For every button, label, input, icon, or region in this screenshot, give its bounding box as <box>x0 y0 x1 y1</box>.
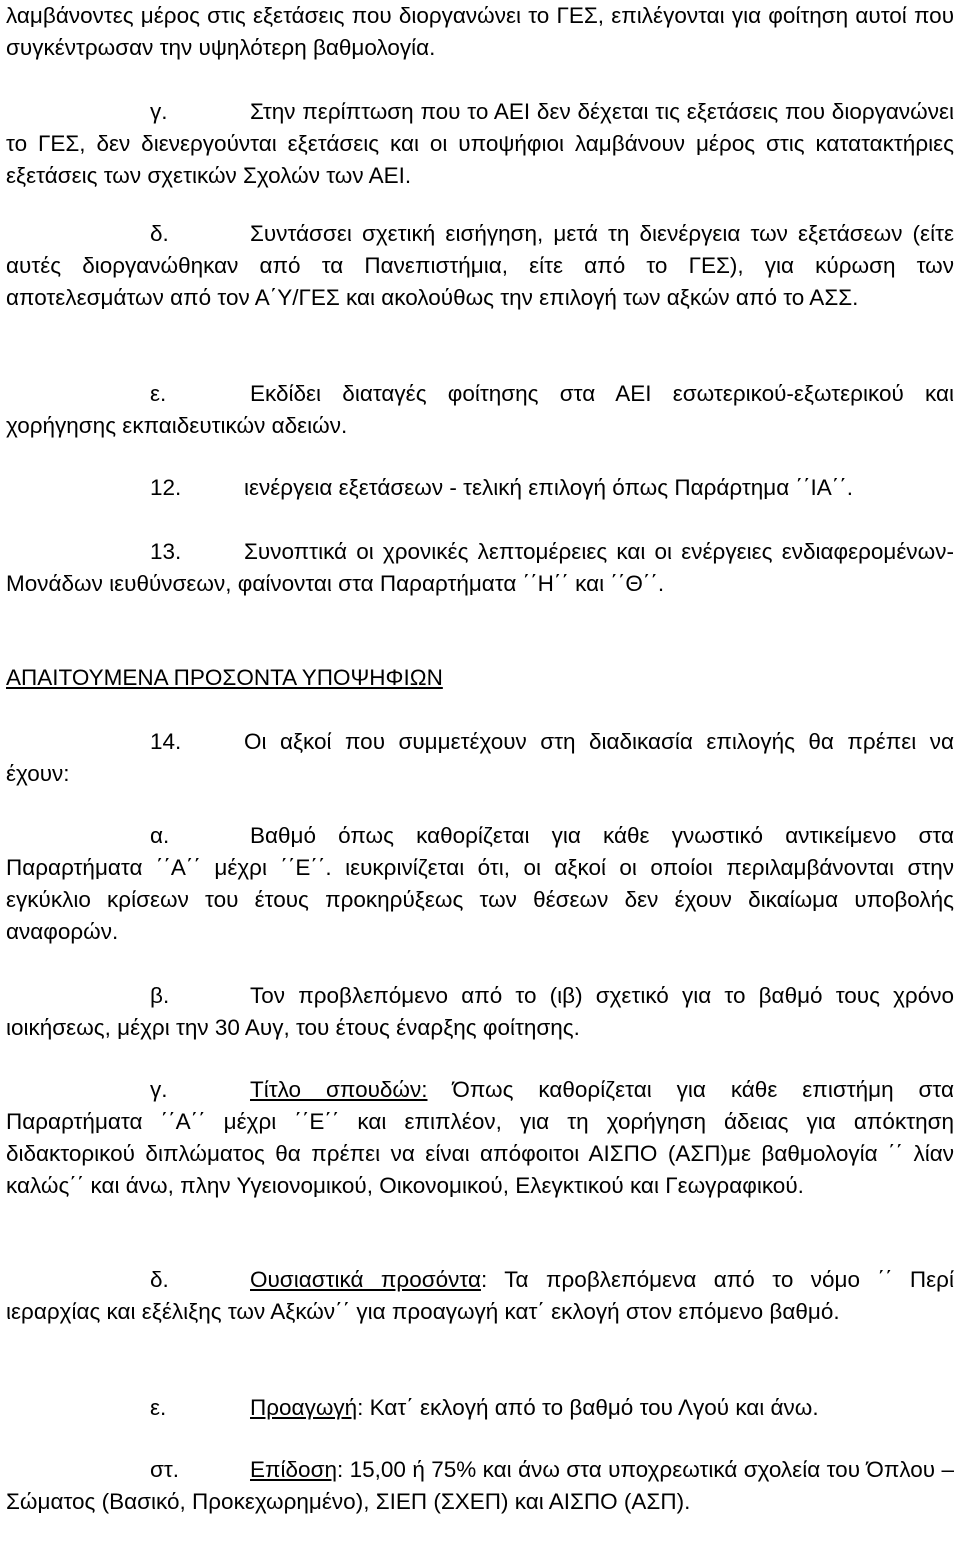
item-gamma-label: γ. <box>150 99 168 124</box>
item-b-text: Τον προβλεπόμενο από το (ιβ) σχετικό για το βαθμό τους χρόνο ιοικήσεως, μέχρι την 30 Αυγ, του έτους έναρξης φοίτησης. <box>6 983 954 1040</box>
item-e-text: : Κατ΄ εκλογή από το βαθμό του Λγού και άνω. <box>357 1395 819 1420</box>
item-a-paragraph <box>6 820 954 948</box>
section-14-paragraph <box>6 726 954 790</box>
item-delta-text: Συντάσσει σχετική εισήγηση, μετά τη διενέργεια των εξετάσεων (είτε αυτές διοργανώθηκαν από τα Πανεπιστήμια, είτε από το ΓΕΣ), για κύρωση των αποτελεσμάτων από τον Α΄Υ/ΓΕΣ και ακολούθως την επιλογή των αξκών από το ΑΣΣ. <box>6 221 954 310</box>
item-d-label: δ. <box>150 1267 169 1292</box>
intro-text: λαμβάνοντες μέρος στις εξετάσεις που διοργανώνει το ΓΕΣ, επιλέγονται για φοίτηση αυτοί που συγκέντρωσαν την υψηλότερη βαθμολογία. <box>6 3 954 60</box>
item-st-text: : 15,00 ή 75% και άνω στα υποχρεωτικά σχολεία του Όπλου – Σώματος (Βασικό, Προκεχωρημένο), ΣΙΕΠ (ΣΧΕΠ) και ΑΙΣΠΟ (ΑΣΠ). <box>6 1457 954 1514</box>
item-st-paragraph <box>6 1454 954 1518</box>
item-epsilon-label: ε. <box>150 381 167 406</box>
item-gamma-text: Στην περίπτωση που το ΑΕΙ δεν δέχεται τις εξετάσεις που διοργανώνει το ΓΕΣ, δεν διενεργούνται εξετάσεις και οι υποψήφιοι λαμβάνουν μέρος στις κατατακτήριες εξετάσεις των σχετικών Σχολών των ΑΕΙ. <box>6 99 954 188</box>
item-st-title: Επίδοση <box>250 1457 337 1482</box>
section-13-text: Συνοπτικά οι χρονικές λεπτομέρειες και οι ενέργειες ενδιαφερομένων- Μονάδων ιευθύνσεων, φαίνονται στα Παραρτήματα ΄΄Η΄΄ και ΄΄Θ΄΄. <box>6 539 954 596</box>
item-delta-paragraph <box>6 218 954 314</box>
item-d-paragraph <box>6 1264 954 1328</box>
section-14-text: Οι αξκοί που συμμετέχουν στη διαδικασία επιλογής θα πρέπει να έχουν: <box>6 729 954 786</box>
item-e-label: ε. <box>150 1395 167 1420</box>
item-a-label: α. <box>150 823 170 848</box>
item-epsilon-paragraph <box>6 378 954 442</box>
section-12-number: 12. <box>150 475 182 500</box>
item-d-text: : Τα προβλεπόμενα από το νόμο ΄΄ Περί ιεραρχίας και εξέλιξης των Αξκών΄΄ για προαγωγή κατ΄ εκλογή στον επόμενο βαθμό. <box>6 1267 954 1324</box>
item-g-title: Τίτλο σπουδών: <box>250 1077 428 1102</box>
item-epsilon-text: Εκδίδει διαταγές φοίτησης στα ΑΕΙ εσωτερικού-εξωτερικού και χορήγησης εκπαιδευτικών αδειών. <box>6 381 954 438</box>
section-13-paragraph <box>6 536 954 600</box>
item-st-label: στ. <box>150 1457 180 1482</box>
section-13-number: 13. <box>150 539 182 564</box>
section-heading: ΑΠΑΙΤΟΥΜΕΝΑ ΠΡΟΣΟΝΤΑ ΥΠΟΨΗΦΙΩΝ <box>6 665 443 690</box>
item-e-paragraph <box>6 1392 954 1424</box>
section-12-paragraph <box>6 472 954 504</box>
section-12-text: ιενέργεια εξετάσεων - τελική επιλογή όπως Παράρτημα ΄΄ΙΑ΄΄. <box>244 475 853 500</box>
intro-paragraph <box>6 0 954 64</box>
item-b-label: β. <box>150 983 170 1008</box>
item-delta-label: δ. <box>150 221 169 246</box>
section-14-number: 14. <box>150 729 182 754</box>
item-g-paragraph <box>6 1074 954 1202</box>
item-gamma-paragraph <box>6 96 954 192</box>
item-g-text: Όπως καθορίζεται για κάθε επιστήμη στα Παραρτήματα ΄΄Α΄΄ μέχρι ΄΄Ε΄΄ και επιπλέον, για τη χορήγηση άδειας για απόκτηση διδακτορικού διπλώματος θα πρέπει να είναι απόφοιτοι ΑΙΣΠΟ (ΑΣΠ)με βαθμολογία ΄΄ λίαν καλώς΄΄ και άνω, πλην Υγειονομικού, Οικονομικού, Ελεγκτικού και Γεωγραφικού. <box>6 1077 954 1198</box>
item-e-title: Προαγωγή <box>250 1395 358 1420</box>
item-d-title: Ουσιαστικά προσόντα <box>250 1267 481 1292</box>
item-g-label: γ. <box>150 1077 168 1102</box>
item-a-text: Βαθμό όπως καθορίζεται για κάθε γνωστικό αντικείμενο στα Παραρτήματα ΄΄Α΄΄ μέχρι ΄΄Ε΄΄. ιευκρινίζεται ότι, οι αξκοί οι οποίοι περιλαμβάνονται στην εγκύκλιο κρίσεων του έτους προκηρύξεως των θέσεων δεν έχουν δικαίωμα υποβολής αναφορών. <box>6 823 954 944</box>
item-b-paragraph <box>6 980 954 1044</box>
